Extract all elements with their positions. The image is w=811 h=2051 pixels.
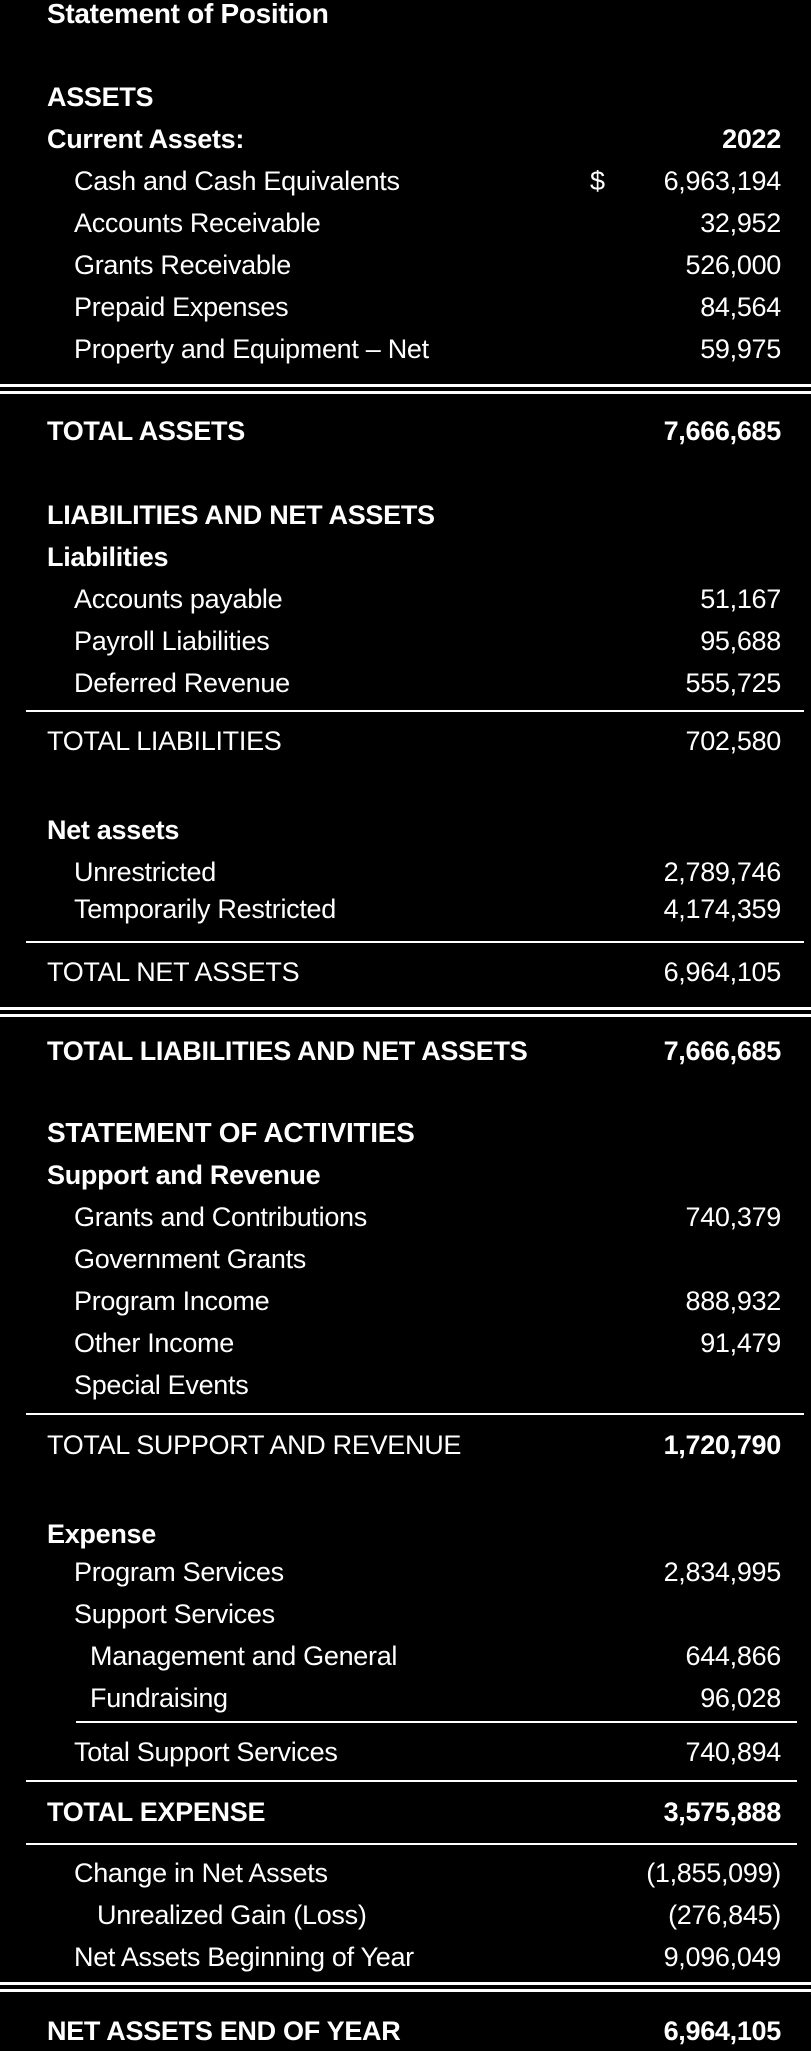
double-rule — [0, 1982, 811, 1992]
unrealized-gain-row — [0, 1895, 811, 1935]
net-assets-subheading-row — [0, 810, 811, 850]
line-item-value: 2,789,746 — [663, 857, 781, 887]
subtotal-rule — [26, 1780, 797, 1782]
program-services-value: 2,834,995 — [663, 1557, 781, 1587]
total-support-services-row — [0, 1732, 811, 1772]
table-row — [0, 663, 811, 703]
line-item-label: Cash and Cash Equivalents — [74, 166, 400, 196]
line-item-value: 59,975 — [700, 334, 781, 364]
total-liabilities-net-assets-label: TOTAL LIABILITIES AND NET ASSETS — [47, 1036, 528, 1066]
subtotal-rule — [76, 1721, 797, 1723]
table-row — [0, 889, 811, 929]
total-expense-row — [0, 1792, 811, 1832]
liabilities-net-assets-heading: LIABILITIES AND NET ASSETS — [47, 500, 435, 530]
line-item-label: Unrestricted — [74, 857, 216, 887]
table-row — [0, 245, 811, 285]
total-expense-value: 3,575,888 — [663, 1797, 781, 1827]
total-assets-label: TOTAL ASSETS — [47, 416, 245, 446]
beginning-net-assets-value: 9,096,049 — [663, 1942, 781, 1972]
total-support-services-label: Total Support Services — [74, 1737, 338, 1767]
support-services-row — [0, 1594, 811, 1634]
table-row — [0, 1323, 811, 1363]
liabilities-label: Liabilities — [47, 542, 169, 572]
double-rule — [0, 1007, 811, 1017]
change-net-assets-label: Change in Net Assets — [74, 1858, 328, 1888]
table-row — [0, 203, 811, 243]
beginning-net-assets-label: Net Assets Beginning of Year — [74, 1942, 414, 1972]
subtotal-rule — [26, 941, 804, 943]
total-liabilities-value: 702,580 — [685, 726, 781, 756]
liabilities-subheading-row — [0, 537, 811, 577]
line-item-value: 555,725 — [685, 668, 781, 698]
end-net-assets-row — [0, 2011, 811, 2051]
total-support-value: 1,720,790 — [663, 1430, 781, 1460]
page-title: Statement of Position — [47, 0, 329, 29]
line-item-value: 91,479 — [700, 1328, 781, 1358]
total-liabilities-label: TOTAL LIABILITIES — [47, 726, 282, 756]
table-row — [0, 1197, 811, 1237]
total-liabilities-net-assets-value: 7,666,685 — [663, 1036, 781, 1066]
liabilities-heading-row — [0, 495, 811, 535]
subtotal-rule — [26, 1843, 797, 1845]
net-assets-label: Net assets — [47, 815, 180, 845]
table-row — [0, 579, 811, 619]
line-item-label: Special Events — [74, 1370, 249, 1400]
total-net-assets-label: TOTAL NET ASSETS — [47, 957, 300, 987]
assets-heading-row — [0, 77, 811, 117]
expense-label: Expense — [47, 1519, 156, 1549]
table-row — [0, 1636, 811, 1676]
total-net-assets-row — [0, 952, 811, 992]
table-row — [0, 1552, 811, 1592]
grand-total-row — [0, 1031, 811, 1071]
line-item-label: Deferred Revenue — [74, 668, 290, 698]
year-header: 2022 — [722, 124, 781, 154]
currency-symbol: $ — [590, 166, 605, 196]
current-assets-label: Current Assets: — [47, 124, 245, 154]
change-net-assets-row — [0, 1853, 811, 1893]
line-item-value: 96,028 — [700, 1683, 781, 1713]
subtotal-rule — [26, 710, 804, 712]
line-item-value: 6,963,194 — [663, 166, 781, 196]
line-item-label: Government Grants — [74, 1244, 306, 1274]
total-liabilities-row — [0, 721, 811, 761]
assets-heading: ASSETS — [47, 82, 154, 112]
line-item-value: 888,932 — [685, 1286, 781, 1316]
line-item-value: 526,000 — [685, 250, 781, 280]
support-subheading-row — [0, 1155, 811, 1195]
table-row — [0, 1365, 811, 1405]
line-item-label: Grants Receivable — [74, 250, 292, 280]
unrealized-gain-value: (276,845) — [668, 1900, 781, 1930]
total-expense-label: TOTAL EXPENSE — [47, 1797, 266, 1827]
table-row — [0, 621, 811, 661]
subtotal-rule — [26, 1413, 804, 1415]
line-item-label: Other Income — [74, 1328, 234, 1358]
program-services-label: Program Services — [74, 1557, 284, 1587]
line-item-label: Accounts payable — [74, 584, 283, 614]
total-assets-value: 7,666,685 — [663, 416, 781, 446]
change-net-assets-value: (1,855,099) — [646, 1858, 781, 1888]
line-item-value: 740,379 — [685, 1202, 781, 1232]
beginning-net-assets-row — [0, 1937, 811, 1977]
total-support-services-value: 740,894 — [685, 1737, 781, 1767]
activities-heading-row — [0, 1113, 811, 1153]
line-item-label: Program Income — [74, 1286, 270, 1316]
table-row — [0, 161, 811, 201]
line-item-value: 51,167 — [700, 584, 781, 614]
line-item-label: Accounts Receivable — [74, 208, 321, 238]
table-row — [0, 1281, 811, 1321]
line-item-label: Grants and Contributions — [74, 1202, 367, 1232]
line-item-label: Management and General — [90, 1641, 398, 1671]
page-title-row — [0, 0, 811, 34]
unrealized-gain-label: Unrealized Gain (Loss) — [97, 1900, 367, 1930]
line-item-value: 84,564 — [700, 292, 781, 322]
line-item-label: Payroll Liabilities — [74, 626, 270, 656]
line-item-value: 32,952 — [700, 208, 781, 238]
table-row — [0, 287, 811, 327]
end-net-assets-label: NET ASSETS END OF YEAR — [47, 2016, 401, 2046]
line-item-value: 644,866 — [685, 1641, 781, 1671]
line-item-label: Prepaid Expenses — [74, 292, 289, 322]
current-assets-row — [0, 119, 811, 159]
table-row — [0, 852, 811, 892]
total-net-assets-value: 6,964,105 — [663, 957, 781, 987]
line-item-label: Temporarily Restricted — [74, 894, 336, 924]
support-services-label: Support Services — [74, 1599, 275, 1629]
table-row — [0, 1678, 811, 1718]
line-item-label: Property and Equipment – Net — [74, 334, 429, 364]
expense-subheading-row — [0, 1514, 811, 1554]
line-item-label: Fundraising — [90, 1683, 228, 1713]
total-support-label: TOTAL SUPPORT AND REVENUE — [47, 1430, 462, 1460]
end-net-assets-value: 6,964,105 — [663, 2016, 781, 2046]
table-row — [0, 1239, 811, 1279]
activities-heading: STATEMENT OF ACTIVITIES — [47, 1117, 415, 1148]
line-item-value: 4,174,359 — [663, 894, 781, 924]
total-assets-row — [0, 411, 811, 451]
double-rule — [0, 384, 811, 394]
table-row — [0, 329, 811, 369]
total-support-row — [0, 1425, 811, 1465]
line-item-value: 95,688 — [700, 626, 781, 656]
support-revenue-label: Support and Revenue — [47, 1160, 321, 1190]
